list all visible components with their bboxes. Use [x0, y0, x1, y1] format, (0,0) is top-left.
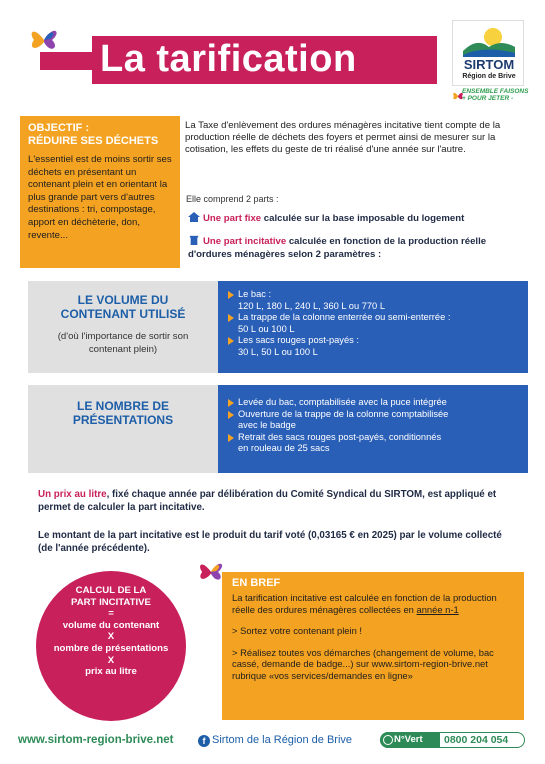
butterfly-icon	[196, 556, 226, 586]
phone-number[interactable]: 0800 204 054	[444, 734, 509, 746]
arrow-icon	[228, 411, 234, 419]
volume-title-1: LE VOLUME DU	[77, 293, 169, 307]
slogan: ENSEMBLE FAISONS + POUR JETER -	[462, 88, 529, 102]
facebook-icon: f	[198, 735, 210, 747]
summary-p1-text: La tarification incitative est calculée en fonction de la production réelle des ordures ménagères collectées en	[232, 592, 497, 615]
house-icon	[188, 212, 200, 222]
list-item-value: 50 L ou 100 L	[238, 323, 295, 334]
volume-subtitle: (d'où l'importance de sortir son contenant plein)	[57, 331, 189, 355]
list-item-value: 30 L, 50 L ou 100 L	[238, 346, 318, 357]
list-item-text: La trappe de la colonne enterrée ou semi-enterrée :	[238, 312, 451, 322]
logo-region: Région de Brive	[462, 73, 516, 80]
volume-title-2: CONTENANT UTILISÉ	[60, 307, 186, 321]
phone-dot-icon	[383, 735, 393, 745]
list-item-text: Retrait des sacs rouges post-payés, conditionnés	[238, 431, 442, 442]
part-fixe	[188, 212, 464, 224]
list-item-text: Ouverture de la trappe de la colonne comptabilisée	[238, 408, 449, 419]
summary-p3: > Réalisez toutes vos démarches (changement de volume, bac cassé, demande de badge...) sur www.sirtom-region-brive.net rubrique «vos services/demandes en ligne»	[232, 646, 494, 681]
price-highlight: Un prix au litre	[38, 489, 107, 500]
list-item-text: Le bac :	[238, 289, 272, 299]
footer-facebook[interactable]	[198, 734, 352, 747]
bin-icon	[188, 235, 200, 245]
amount-paragraph: Le montant de la part incitative est le produit du tarif voté (0,03165 € en 2025) par le volume collecté (de l'année précédente).	[38, 530, 502, 554]
numero-vert-text: N°Vert	[394, 734, 423, 745]
footer-website[interactable]: www.sirtom-region-brive.net	[18, 734, 174, 746]
list-item	[228, 335, 518, 358]
list-item	[228, 289, 518, 312]
summary-p1-year: année n-1	[416, 603, 459, 615]
volume-details	[218, 281, 528, 373]
list-item-text-2: en rouleau de 25 sacs	[238, 443, 330, 453]
arrow-icon	[228, 434, 234, 442]
arrow-icon	[228, 399, 234, 407]
summary-title: EN BREF	[232, 577, 281, 589]
list-item-text-2: avec le badge	[238, 420, 296, 430]
list-item-value: 120 L, 180 L, 240 L, 360 L ou 770 L	[238, 300, 385, 311]
presentations-box	[28, 385, 218, 473]
summary-p1	[232, 592, 514, 615]
part-fixe-label: Une part fixe	[203, 213, 262, 224]
part-incitative-desc: calculée en fonction de la production réelle d'ordures ménagères selon 2 paramètres :	[188, 236, 487, 260]
calc-times-1: X	[107, 631, 115, 643]
arrow-icon	[228, 314, 234, 322]
arrow-icon	[228, 291, 234, 299]
summary-box	[222, 572, 524, 720]
volume-box	[28, 281, 218, 373]
price-paragraph	[38, 489, 518, 515]
presentations-title-2: PRÉSENTATIONS	[72, 413, 174, 427]
list-item	[228, 397, 518, 409]
arrow-icon	[228, 337, 234, 345]
part-incitative-label: Une part incitative	[203, 236, 287, 247]
page-title: La tarification	[100, 38, 357, 80]
calc-times-2: X	[107, 654, 115, 666]
calc-equals: =	[108, 608, 114, 620]
objective-title-2: RÉDUIRE SES DÉCHETS	[28, 135, 159, 147]
title-band-left	[40, 52, 98, 70]
presentations-title-1: LE NOMBRE DE	[76, 399, 169, 413]
list-item	[228, 312, 518, 335]
calculation-formula	[36, 585, 186, 678]
numero-vert-label	[380, 732, 440, 748]
intro-text: La Taxe d'enlèvement des ordures ménagères incitative tient compte de la production réelle de déchets des foyers et permet ainsi de mesurer sur la cotisation, les effets du geste de tri réalisé d'une année sur l'autre.	[185, 120, 501, 156]
summary-p2: > Sortez votre contenant plein !	[232, 625, 363, 637]
parts-intro: Elle comprend 2 parts :	[186, 194, 279, 204]
objective-box	[20, 116, 180, 268]
list-item-text: Les sacs rouges post-payés :	[238, 335, 359, 345]
calc-title-2: PART INCITATIVE	[71, 596, 151, 608]
price-text: , fixé chaque année par délibération du Comité Syndical du SIRTOM, est appliqué et permet de calculer la part incitative.	[38, 489, 497, 513]
calc-volume: volume du contenant	[62, 619, 160, 631]
objective-title-1: OBJECTIF :	[28, 122, 90, 134]
facebook-label: Sirtom de la Région de Brive	[212, 734, 353, 746]
list-item	[228, 432, 518, 455]
calc-price: prix au litre	[85, 666, 137, 678]
sirtom-logo	[452, 20, 524, 86]
butterfly-icon	[28, 22, 60, 56]
part-incitative	[188, 235, 518, 261]
list-item	[228, 409, 518, 432]
calc-presentations: nombre de présentations	[53, 642, 169, 654]
logo-name: SIRTOM	[463, 57, 515, 72]
calc-title-1: CALCUL DE LA	[75, 585, 147, 596]
objective-text: L'essentiel est de moins sortir ses déchets en présentant un contenant plein et en orientant la plus grande part vers d'autres destinations : tri, compostage, apport en déchèterie, don, revente...	[28, 154, 172, 241]
landscape-icon	[463, 25, 515, 57]
list-item-text: Levée du bac, comptabilisée avec la puce intégrée	[238, 397, 447, 407]
presentations-details	[218, 385, 528, 473]
part-fixe-desc: calculée sur la base imposable du logement	[261, 213, 465, 224]
